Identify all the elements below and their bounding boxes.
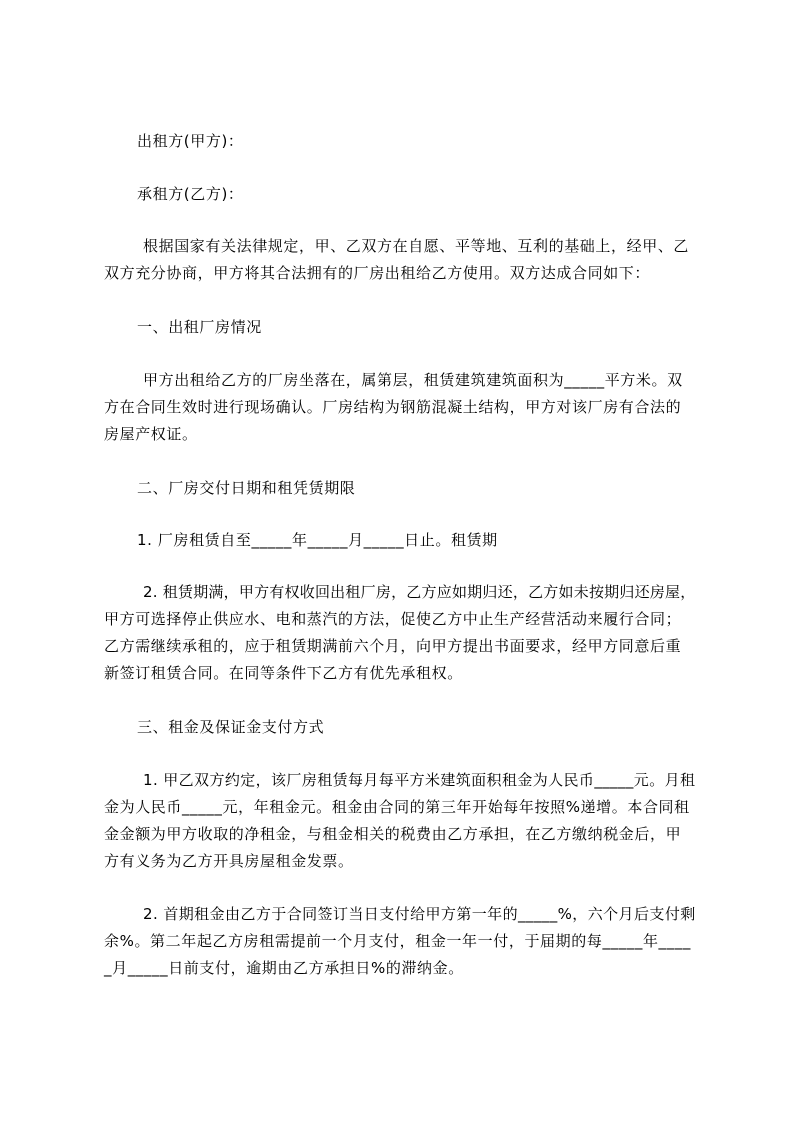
section3-item2-line-3: _月_____日前支付，逾期由乙方承担日%的滞纳金。 (104, 959, 464, 977)
section2-item2-line-3: 乙方需继续承租的，应于租赁期满前六个月，向甲方提出书面要求，经甲方同意后重 (104, 637, 682, 655)
section3-item2-line-1: 2. 首期租金由乙方于合同签订当日支付给甲方第一年的_____%，六个月后支付剩 (143, 905, 696, 923)
section3-title: 三、租金及保证金支付方式 (137, 718, 325, 736)
section3-item1-line-1: 1. 甲乙双方约定，该厂房租赁每月每平方米建筑面积租金为人民币_____元。月租 (143, 771, 696, 789)
intro-line-1: 根据国家有关法律规定，甲、乙双方在自愿、平等地、互利的基础上，经甲、乙 (143, 237, 690, 255)
section3-item2-line-2: 余%。第二年起乙方房租需提前一个月支付，租金一年一付，于届期的每_____年____ (104, 932, 691, 950)
section1-line-1: 甲方出租给乙方的厂房坐落在，属第层，租赁建筑建筑面积为_____平方米。双 (143, 371, 683, 389)
section1-line-3: 房屋产权证。 (104, 425, 198, 443)
section2-title: 二、厂房交付日期和租凭赁期限 (137, 479, 356, 497)
section2-item2-line-4: 新签订租赁合同。在同等条件下乙方有优先承租权。 (104, 664, 463, 682)
lessor-label: 出租方(甲方)： (137, 132, 244, 150)
lessee-label: 承租方(乙方)： (137, 185, 244, 203)
section2-item2-line-2: 甲方可选择停止供应水、电和蒸汽的方法，促使乙方中止生产经营活动来履行合同； (104, 610, 682, 628)
section2-item1: 1. 厂房租赁自至_____年_____月_____日止。租赁期 (137, 531, 498, 549)
intro-line-2: 双方充分协商，甲方将其合法拥有的厂房出租给乙方使用。双方达成合同如下： (104, 264, 651, 282)
section3-item1-line-2: 金为人民币_____元，年租金元。租金由合同的第三年开始每年按照%递增。本合同租 (104, 798, 690, 816)
section1-title: 一、出租厂房情况 (137, 318, 262, 336)
section3-item1-line-3: 金金额为甲方收取的净租金，与租金相关的税费由乙方承担，在乙方缴纳税金后，甲 (104, 825, 682, 843)
section3-item1-line-4: 方有义务为乙方开具房屋租金发票。 (104, 852, 354, 870)
section2-item2-line-1: 2. 租赁期满，甲方有权收回出租厂房，乙方应如期归还，乙方如未按期归还房屋， (143, 583, 696, 601)
section1-line-2: 方在合同生效时进行现场确认。厂房结构为钢筋混凝土结构，甲方对该厂房有合法的 (104, 398, 682, 416)
